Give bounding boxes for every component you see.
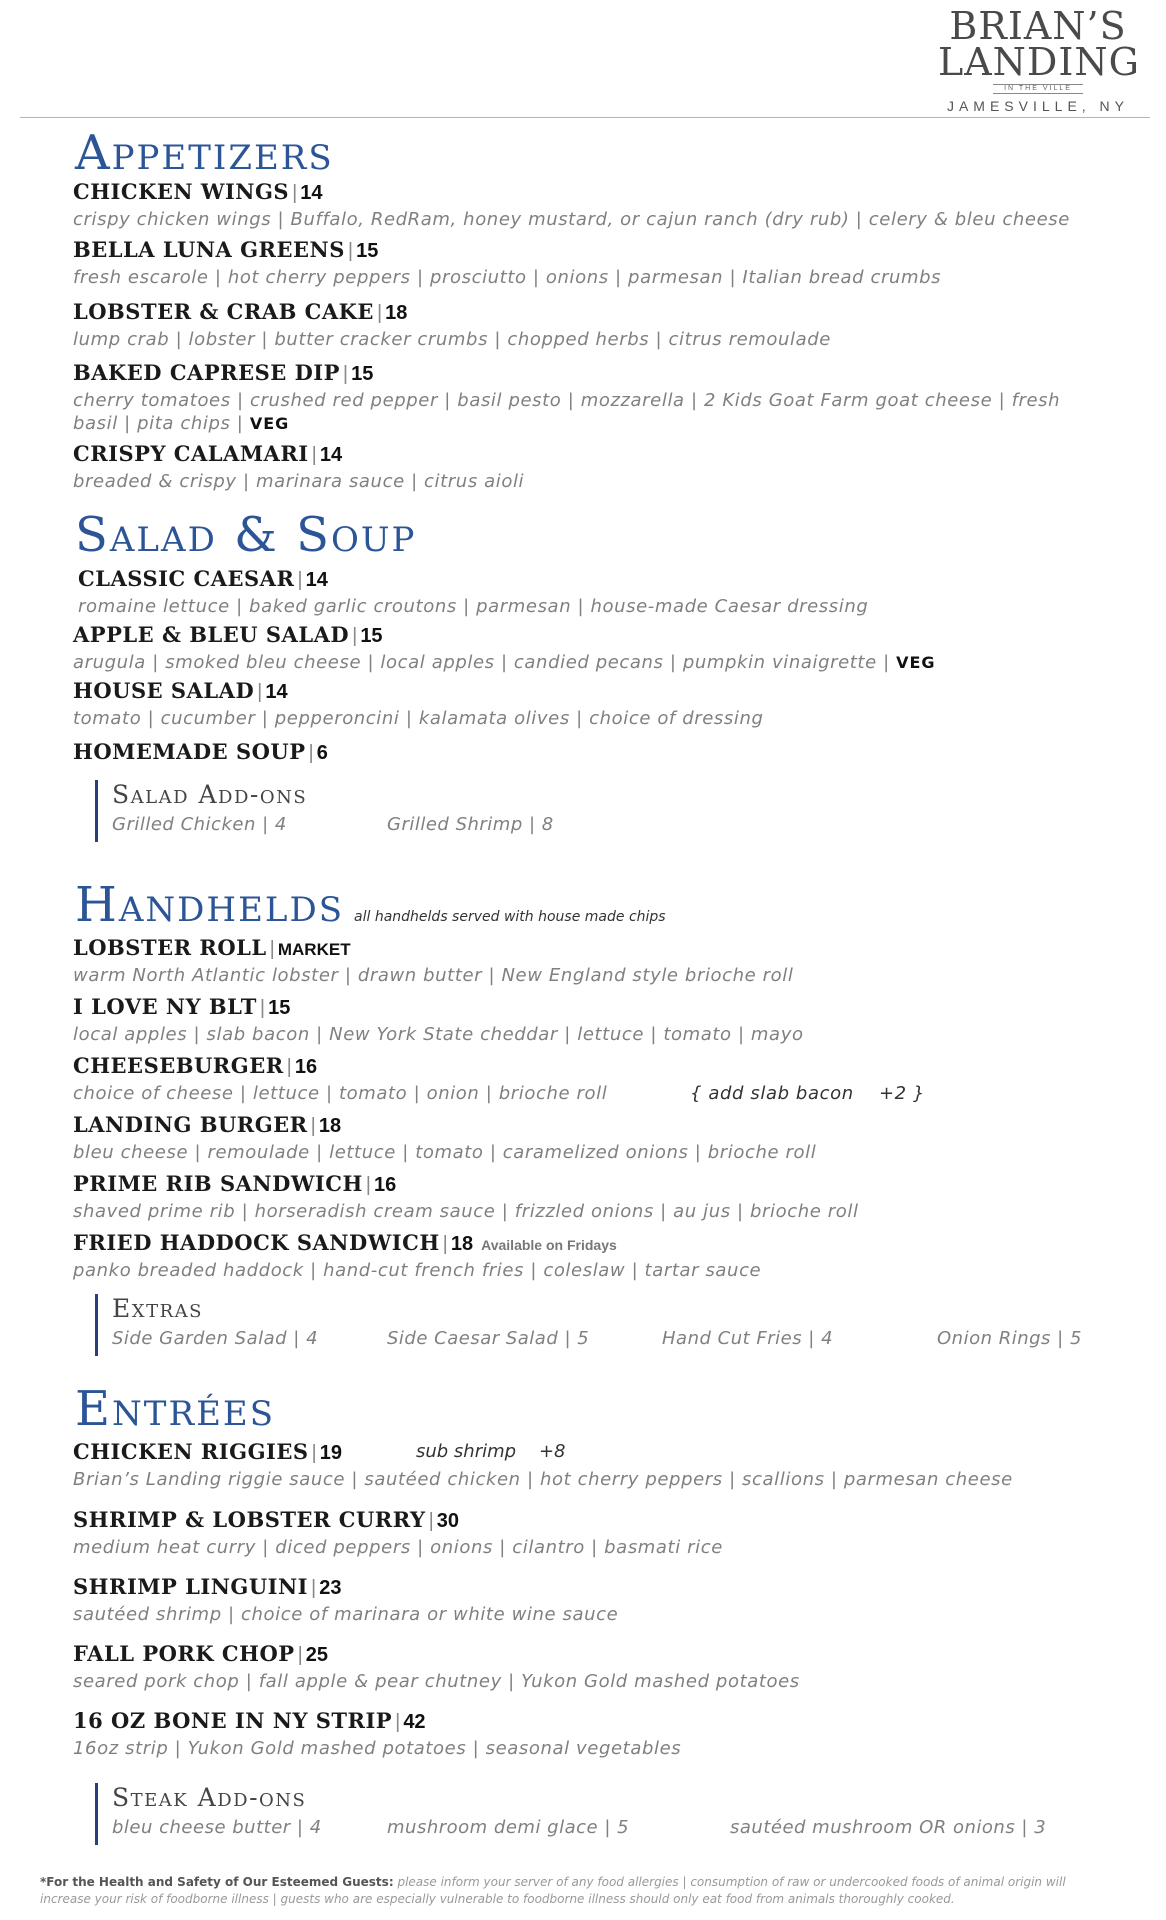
menu-item: CHICKEN WINGS | 14 crispy chicken wings | Buffalo, RedRam, honey mustard, or cajun ranch (dry rub) | celery & bleu cheese [73, 179, 1113, 231]
addons-title: Steak Add-ons [112, 1783, 307, 1812]
item-description: bleu cheese | remoulade | lettuce | tomato | caramelized onions | brioche roll [73, 1142, 817, 1163]
item-name: HOUSE SALAD [73, 678, 255, 703]
item-name: HOMEMADE SOUP [73, 739, 306, 764]
item-name: SHRIMP LINGUINI [73, 1574, 309, 1599]
item-price: MARKET [277, 940, 351, 959]
item-description: arugula | smoked bleu cheese | local apples | candied pecans | pumpkin vinaigrette | [73, 652, 890, 673]
disclaimer-lead: *For the Health and Safety of Our Esteemed Guests: [40, 1875, 394, 1889]
item-name: FALL PORK CHOP [73, 1641, 295, 1666]
menu-item: SHRIMP LINGUINI | 23 sautéed shrimp | choice of marinara or white wine sauce [73, 1574, 1113, 1626]
menu-item: FALL PORK CHOP | 25 seared pork chop | fall apple & pear chutney | Yukon Gold mashed potatoes [73, 1641, 1113, 1693]
menu-item: LANDING BURGER | 18 bleu cheese | remoulade | lettuce | tomato | caramelized onions | brioche roll [73, 1112, 1113, 1164]
item-description-text: basil | pita chips | [73, 413, 244, 434]
addon-item: Hand Cut Fries | 4 [662, 1328, 834, 1349]
item-name: CHEESEBURGER [73, 1053, 284, 1078]
addon-item: Side Caesar Salad | 5 [387, 1328, 590, 1349]
item-name: 16 OZ BONE IN NY STRIP [73, 1708, 393, 1733]
item-price: 18 [450, 1233, 474, 1255]
menu-item: PRIME RIB SANDWICH | 16 shaved prime rib | horseradish cream sauce | frizzled onions | au jus | brioche roll [73, 1171, 1113, 1223]
section-title-entrees: Entrées [75, 1381, 275, 1437]
item-description: sautéed shrimp | choice of marinara or white wine sauce [73, 1604, 619, 1625]
menu-item: HOUSE SALAD | 14 tomato | cucumber | pepperoncini | kalamata olives | choice of dressing [73, 678, 1113, 730]
item-description: panko breaded haddock | hand-cut french fries | coleslaw | tartar sauce [73, 1260, 762, 1281]
logo-line-1: BRIAN’S [949, 4, 1127, 48]
menu-item: CRISPY CALAMARI | 14 breaded & crispy | marinara sauce | citrus aioli [73, 441, 1113, 493]
item-description: Brian’s Landing riggie sauce | sautéed chicken | hot cherry peppers | scallions | parmesan cheese [73, 1469, 1013, 1490]
menu-item: LOBSTER ROLL | MARKET warm North Atlantic lobster | drawn butter | New England style brioche roll [73, 935, 1113, 987]
item-name: CLASSIC CAESAR [78, 566, 295, 591]
item-availability-note: Available on Fridays [481, 1237, 617, 1253]
veg-tag: VEG [896, 653, 936, 672]
item-price: 15 [360, 625, 383, 647]
menu-item: APPLE & BLEU SALAD | 15 arugula | smoked bleu cheese | local apples | candied pecans | pumpkin vinaigrette | VEG [73, 622, 1113, 674]
item-name: LOBSTER ROLL [73, 935, 267, 960]
menu-item: HOMEMADE SOUP | 6 [73, 739, 328, 764]
addon-item: Grilled Chicken | 4 [112, 814, 287, 835]
item-description: medium heat curry | diced peppers | onions | cilantro | basmati rice [73, 1537, 723, 1558]
item-name: FRIED HADDOCK SANDWICH [73, 1230, 440, 1255]
menu-item: SHRIMP & LOBSTER CURRY | 30 medium heat curry | diced peppers | onions | cilantro | basmati rice [73, 1507, 1113, 1559]
addon-item: mushroom demi glace | 5 [387, 1817, 630, 1838]
item-description: 16oz strip | Yukon Gold mashed potatoes | seasonal vegetables [73, 1738, 682, 1759]
item-description: cherry tomatoes | crushed red pepper | basil pesto | mozzarella | 2 Kids Goat Farm goat cheese | fresh [73, 390, 1061, 411]
item-name: PRIME RIB SANDWICH [73, 1171, 363, 1196]
addons-steak [95, 1783, 1102, 1845]
item-price: 15 [351, 363, 374, 385]
item-price: 25 [305, 1644, 329, 1666]
logo-tagline: IN THE VILLE [993, 84, 1083, 94]
restaurant-logo [938, 4, 1141, 114]
item-name: LANDING BURGER [73, 1112, 308, 1137]
header-divider [20, 117, 1150, 118]
item-description: seared pork chop | fall apple & pear chutney | Yukon Gold mashed potatoes [73, 1671, 800, 1692]
menu-item: CHEESEBURGER | 16 choice of cheese | lettuce | tomato | onion | brioche roll { add slab bacon +2 } [73, 1053, 1113, 1105]
item-name: LOBSTER & CRAB CAKE [73, 299, 374, 324]
item-description: local apples | slab bacon | New York State cheddar | lettuce | tomato | mayo [73, 1024, 804, 1045]
addons-extras [95, 1294, 1102, 1356]
menu-item: CLASSIC CAESAR | 14 romaine lettuce | baked garlic croutons | parmesan | house-made Caesar dressing [78, 566, 1118, 618]
veg-tag: VEG [249, 414, 290, 433]
section-title-handhelds [75, 877, 666, 942]
item-description-row [73, 1082, 1113, 1105]
disclaimer-text: please inform your server of any food allergies | consumption of raw or undercooked foods of animal origin will increase your risk of foodborne illness | guests who are especially vulnerable to foodborne illness should only eat food from animals thoroughly cooked. [40, 1875, 1066, 1906]
menu-item: FRIED HADDOCK SANDWICH | 18 Available on Fridays panko breaded haddock | hand-cut french fries | coleslaw | tartar sauce [73, 1230, 1113, 1282]
item-price: 14 [319, 444, 343, 466]
section-title-text: Handhelds [75, 877, 345, 933]
item-description: tomato | cucumber | pepperoncini | kalamata olives | choice of dressing [73, 708, 764, 729]
section-note: all handhelds served with house made chips [354, 909, 666, 925]
item-name: CRISPY CALAMARI [73, 441, 309, 466]
addon-item: Side Garden Salad | 4 [112, 1328, 319, 1349]
item-description: breaded & crispy | marinara sauce | citrus aioli [73, 471, 525, 492]
menu-item: LOBSTER & CRAB CAKE | 18 lump crab | lobster | butter cracker crumbs | chopped herbs | citrus remoulade [73, 299, 1113, 351]
item-price: 15 [268, 997, 291, 1019]
item-extra: { add slab bacon +2 } [690, 1083, 926, 1104]
item-description: romaine lettuce | baked garlic croutons | parmesan | house-made Caesar dressing [78, 596, 869, 617]
menu-item: I LOVE NY BLT | 15 local apples | slab bacon | New York State cheddar | lettuce | tomato | mayo [73, 994, 1113, 1046]
section-title-salad-soup: Salad & Soup [75, 507, 417, 563]
item-description: lump crab | lobster | butter cracker crumbs | chopped herbs | citrus remoulade [73, 329, 831, 350]
item-price: 6 [316, 742, 328, 764]
addon-item: Grilled Shrimp | 8 [387, 814, 554, 835]
item-name: BAKED CAPRESE DIP [73, 360, 340, 385]
item-description: choice of cheese | lettuce | tomato | onion | brioche roll [73, 1083, 608, 1104]
item-price: 15 [356, 240, 379, 262]
menu-item: CHICKEN RIGGIES | 19 sub shrimp +8 Brian’s Landing riggie sauce | sautéed chicken | hot cherry peppers | scallions | parmesan cheese [73, 1439, 1113, 1491]
item-price: 23 [319, 1577, 342, 1599]
item-name: CHICKEN RIGGIES [73, 1439, 309, 1464]
item-description-cont [73, 412, 1113, 435]
item-price: 14 [300, 182, 323, 204]
item-name: I LOVE NY BLT [73, 994, 257, 1019]
addon-item: sautéed mushroom OR onions | 3 [730, 1817, 1047, 1838]
item-description: warm North Atlantic lobster | drawn butter | New England style brioche roll [73, 965, 794, 986]
logo-location: JAMESVILLE, NY [946, 98, 1130, 114]
logo-line-2: LANDING [938, 40, 1141, 84]
item-name: BELLA LUNA GREENS [73, 237, 345, 262]
item-price: 42 [403, 1711, 426, 1733]
item-description: fresh escarole | hot cherry peppers | prosciutto | onions | parmesan | Italian bread crumbs [73, 267, 942, 288]
item-name: APPLE & BLEU SALAD [73, 622, 350, 647]
menu-item: 16 OZ BONE IN NY STRIP | 42 16oz strip | Yukon Gold mashed potatoes | seasonal vegetables [73, 1708, 1113, 1760]
item-extra: sub shrimp +8 [416, 1441, 566, 1462]
item-description: shaved prime rib | horseradish cream sauce | frizzled onions | au jus | brioche roll [73, 1201, 859, 1222]
item-description-row [73, 651, 1113, 674]
item-price: 18 [318, 1115, 342, 1137]
item-price: 14 [265, 681, 288, 703]
item-name: CHICKEN WINGS [73, 179, 290, 204]
item-price: 16 [374, 1174, 397, 1196]
allergy-disclaimer [40, 1874, 1120, 1908]
item-price: 16 [294, 1056, 318, 1078]
item-description: crispy chicken wings | Buffalo, RedRam, honey mustard, or cajun ranch (dry rub) | celery & bleu cheese [73, 209, 1070, 230]
addons-title: Extras [112, 1294, 203, 1323]
menu-item: BELLA LUNA GREENS | 15 fresh escarole | hot cherry peppers | prosciutto | onions | parmesan | Italian bread crumbs [73, 237, 1113, 289]
item-price: 18 [385, 302, 408, 324]
menu-item: BAKED CAPRESE DIP | 15 cherry tomatoes | crushed red pepper | basil pesto | mozzarella | 2 Kids Goat Farm goat cheese | fresh basil | pita chips | VEG [73, 360, 1113, 435]
item-price: 30 [436, 1510, 460, 1532]
addon-item: bleu cheese butter | 4 [112, 1817, 322, 1838]
addon-item: Onion Rings | 5 [937, 1328, 1082, 1349]
addons-salad [95, 780, 1092, 842]
addons-title: Salad Add-ons [112, 780, 308, 809]
item-price: 14 [305, 569, 328, 591]
section-title-appetizers: Appetizers [75, 125, 334, 181]
item-name: SHRIMP & LOBSTER CURRY [73, 1507, 426, 1532]
item-price: 19 [319, 1442, 342, 1464]
